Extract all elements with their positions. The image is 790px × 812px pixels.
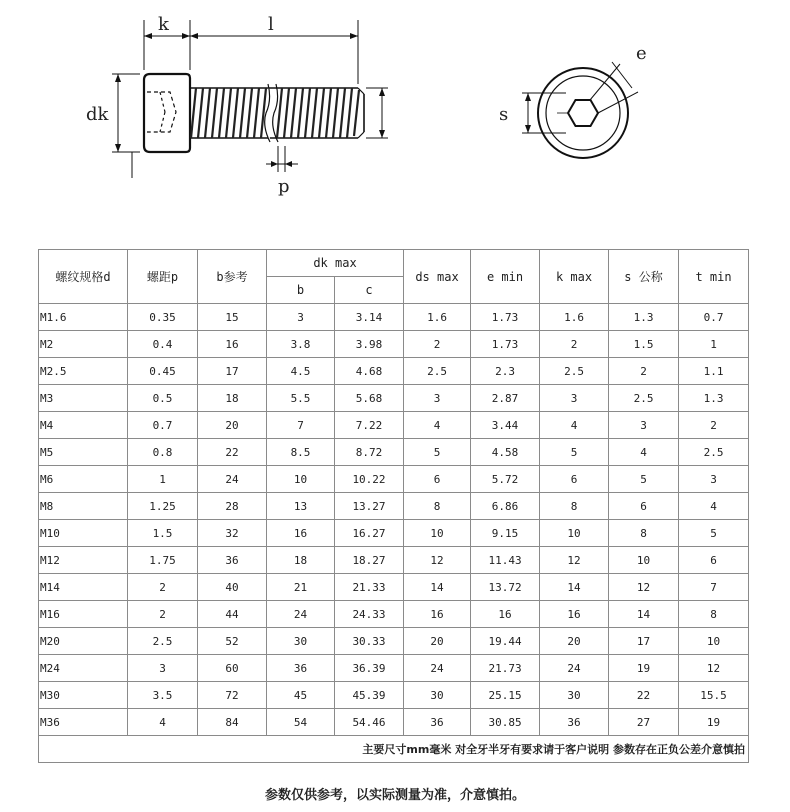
cell-pitch: 2.5 <box>128 628 198 655</box>
cell-dk-c: 24.33 <box>335 601 404 628</box>
cell-size: M12 <box>39 547 128 574</box>
cell-size: M16 <box>39 601 128 628</box>
cell-s-nominal: 12 <box>609 574 679 601</box>
cell-t-min: 2 <box>679 412 749 439</box>
cell-b-ref: 24 <box>198 466 267 493</box>
cell-pitch: 0.8 <box>128 439 198 466</box>
cell-dk-b: 8.5 <box>267 439 335 466</box>
header-size: 螺纹规格d <box>39 250 128 304</box>
cell-e-min: 19.44 <box>471 628 540 655</box>
cell-t-min: 6 <box>679 547 749 574</box>
cell-t-min: 4 <box>679 493 749 520</box>
cell-dk-c: 5.68 <box>335 385 404 412</box>
cell-s-nominal: 8 <box>609 520 679 547</box>
header-row-top <box>39 250 749 277</box>
cell-dk-b: 7 <box>267 412 335 439</box>
cell-dk-c: 18.27 <box>335 547 404 574</box>
table-row <box>39 709 749 736</box>
table-row <box>39 385 749 412</box>
cell-size: M14 <box>39 574 128 601</box>
cell-s-nominal: 17 <box>609 628 679 655</box>
cell-dk-c: 21.33 <box>335 574 404 601</box>
table-row <box>39 601 749 628</box>
cell-b-ref: 22 <box>198 439 267 466</box>
cell-ds-max: 1.6 <box>404 304 471 331</box>
cell-e-min: 1.73 <box>471 331 540 358</box>
cell-t-min: 15.5 <box>679 682 749 709</box>
cell-e-min: 30.85 <box>471 709 540 736</box>
cell-t-min: 10 <box>679 628 749 655</box>
e-label: e <box>636 43 647 64</box>
cell-k-max: 5 <box>540 439 609 466</box>
cell-dk-c: 7.22 <box>335 412 404 439</box>
table-header <box>39 250 749 304</box>
screw-drawing <box>0 0 790 230</box>
cell-e-min: 5.72 <box>471 466 540 493</box>
cell-pitch: 1.5 <box>128 520 198 547</box>
header-t-min: t min <box>679 250 749 304</box>
table-footnote: 主要尺寸mm毫米 对全牙半牙有要求请于客户说明 参数存在正负公差介意慎拍 <box>39 736 749 763</box>
header-dk-b: b <box>267 277 335 304</box>
cell-dk-b: 45 <box>267 682 335 709</box>
cell-t-min: 19 <box>679 709 749 736</box>
cell-size: M2 <box>39 331 128 358</box>
table-row <box>39 466 749 493</box>
cell-k-max: 16 <box>540 601 609 628</box>
cell-dk-b: 4.5 <box>267 358 335 385</box>
cell-dk-b: 10 <box>267 466 335 493</box>
table-row <box>39 682 749 709</box>
cell-e-min: 16 <box>471 601 540 628</box>
cell-e-min: 2.87 <box>471 385 540 412</box>
cell-dk-b: 30 <box>267 628 335 655</box>
cell-dk-c: 8.72 <box>335 439 404 466</box>
cell-pitch: 0.45 <box>128 358 198 385</box>
cell-dk-c: 16.27 <box>335 520 404 547</box>
cell-pitch: 0.7 <box>128 412 198 439</box>
s-label: s <box>499 104 509 125</box>
cell-dk-b: 3 <box>267 304 335 331</box>
cell-size: M4 <box>39 412 128 439</box>
dk-label: dk <box>86 104 109 125</box>
cell-size: M3 <box>39 385 128 412</box>
cell-e-min: 4.58 <box>471 439 540 466</box>
cell-b-ref: 15 <box>198 304 267 331</box>
header-dk-max: dk max <box>267 250 404 277</box>
cell-s-nominal: 19 <box>609 655 679 682</box>
cell-dk-b: 3.8 <box>267 331 335 358</box>
cell-k-max: 36 <box>540 709 609 736</box>
table-row <box>39 493 749 520</box>
cell-k-max: 10 <box>540 520 609 547</box>
cell-dk-b: 18 <box>267 547 335 574</box>
cell-b-ref: 72 <box>198 682 267 709</box>
cell-t-min: 5 <box>679 520 749 547</box>
screw-drawing-svg <box>0 0 790 230</box>
header-pitch: 螺距p <box>128 250 198 304</box>
cell-ds-max: 5 <box>404 439 471 466</box>
cell-b-ref: 28 <box>198 493 267 520</box>
cell-dk-c: 3.98 <box>335 331 404 358</box>
cell-t-min: 1 <box>679 331 749 358</box>
cell-dk-b: 13 <box>267 493 335 520</box>
cell-e-min: 1.73 <box>471 304 540 331</box>
cell-dk-b: 21 <box>267 574 335 601</box>
p-label: p <box>278 176 290 197</box>
cell-pitch: 0.35 <box>128 304 198 331</box>
cell-b-ref: 32 <box>198 520 267 547</box>
cell-e-min: 25.15 <box>471 682 540 709</box>
cell-s-nominal: 27 <box>609 709 679 736</box>
cell-s-nominal: 2.5 <box>609 385 679 412</box>
table-row <box>39 520 749 547</box>
cell-size: M30 <box>39 682 128 709</box>
footnote-row <box>39 736 749 763</box>
cell-pitch: 2 <box>128 601 198 628</box>
cell-dk-b: 5.5 <box>267 385 335 412</box>
cell-s-nominal: 22 <box>609 682 679 709</box>
cell-t-min: 1.1 <box>679 358 749 385</box>
cell-s-nominal: 5 <box>609 466 679 493</box>
cell-b-ref: 16 <box>198 331 267 358</box>
cell-dk-b: 36 <box>267 655 335 682</box>
cell-dk-c: 13.27 <box>335 493 404 520</box>
cell-b-ref: 44 <box>198 601 267 628</box>
cell-s-nominal: 14 <box>609 601 679 628</box>
cell-k-max: 2 <box>540 331 609 358</box>
cell-size: M36 <box>39 709 128 736</box>
cell-ds-max: 12 <box>404 547 471 574</box>
table-row <box>39 358 749 385</box>
header-s-nominal: s 公称 <box>609 250 679 304</box>
cell-ds-max: 6 <box>404 466 471 493</box>
cell-s-nominal: 3 <box>609 412 679 439</box>
cell-ds-max: 3 <box>404 385 471 412</box>
cell-e-min: 11.43 <box>471 547 540 574</box>
cell-e-min: 21.73 <box>471 655 540 682</box>
cell-t-min: 8 <box>679 601 749 628</box>
cell-b-ref: 60 <box>198 655 267 682</box>
header-e-min: e min <box>471 250 540 304</box>
cell-k-max: 1.6 <box>540 304 609 331</box>
cell-b-ref: 18 <box>198 385 267 412</box>
cell-t-min: 7 <box>679 574 749 601</box>
cell-pitch: 1.75 <box>128 547 198 574</box>
cell-k-max: 20 <box>540 628 609 655</box>
cell-s-nominal: 1.3 <box>609 304 679 331</box>
cell-k-max: 8 <box>540 493 609 520</box>
cell-dk-c: 10.22 <box>335 466 404 493</box>
cell-ds-max: 20 <box>404 628 471 655</box>
cell-size: M6 <box>39 466 128 493</box>
cell-dk-b: 54 <box>267 709 335 736</box>
table-row <box>39 547 749 574</box>
cell-size: M1.6 <box>39 304 128 331</box>
cell-size: M20 <box>39 628 128 655</box>
cell-t-min: 2.5 <box>679 439 749 466</box>
cell-k-max: 30 <box>540 682 609 709</box>
cell-k-max: 14 <box>540 574 609 601</box>
cell-dk-c: 45.39 <box>335 682 404 709</box>
cell-k-max: 24 <box>540 655 609 682</box>
k-label: k <box>158 14 169 35</box>
cell-size: M24 <box>39 655 128 682</box>
table-row <box>39 304 749 331</box>
cell-dk-c: 4.68 <box>335 358 404 385</box>
cell-k-max: 2.5 <box>540 358 609 385</box>
cell-b-ref: 52 <box>198 628 267 655</box>
cell-e-min: 6.86 <box>471 493 540 520</box>
spec-table <box>38 249 749 763</box>
cell-ds-max: 8 <box>404 493 471 520</box>
cell-pitch: 2 <box>128 574 198 601</box>
cell-dk-b: 24 <box>267 601 335 628</box>
table-row <box>39 655 749 682</box>
header-k-max: k max <box>540 250 609 304</box>
cell-size: M2.5 <box>39 358 128 385</box>
cell-ds-max: 30 <box>404 682 471 709</box>
cell-dk-b: 16 <box>267 520 335 547</box>
table-row <box>39 439 749 466</box>
cell-s-nominal: 6 <box>609 493 679 520</box>
cell-dk-c: 3.14 <box>335 304 404 331</box>
cell-t-min: 12 <box>679 655 749 682</box>
cell-t-min: 3 <box>679 466 749 493</box>
cell-pitch: 1 <box>128 466 198 493</box>
cell-s-nominal: 10 <box>609 547 679 574</box>
cell-dk-c: 54.46 <box>335 709 404 736</box>
cell-e-min: 13.72 <box>471 574 540 601</box>
cell-k-max: 3 <box>540 385 609 412</box>
cell-s-nominal: 4 <box>609 439 679 466</box>
cell-e-min: 3.44 <box>471 412 540 439</box>
header-b-ref: b参考 <box>198 250 267 304</box>
cell-ds-max: 4 <box>404 412 471 439</box>
cell-pitch: 1.25 <box>128 493 198 520</box>
table-row <box>39 628 749 655</box>
cell-b-ref: 36 <box>198 547 267 574</box>
table-footer <box>39 736 749 763</box>
cell-t-min: 0.7 <box>679 304 749 331</box>
cell-ds-max: 2 <box>404 331 471 358</box>
cell-pitch: 3 <box>128 655 198 682</box>
cell-s-nominal: 2 <box>609 358 679 385</box>
cell-ds-max: 36 <box>404 709 471 736</box>
cell-ds-max: 10 <box>404 520 471 547</box>
cell-k-max: 4 <box>540 412 609 439</box>
table-row <box>39 331 749 358</box>
cell-s-nominal: 1.5 <box>609 331 679 358</box>
cell-ds-max: 16 <box>404 601 471 628</box>
cell-t-min: 1.3 <box>679 385 749 412</box>
cell-ds-max: 2.5 <box>404 358 471 385</box>
cell-size: M5 <box>39 439 128 466</box>
cell-pitch: 4 <box>128 709 198 736</box>
table-body <box>39 304 749 736</box>
table-row <box>39 412 749 439</box>
cell-size: M10 <box>39 520 128 547</box>
cell-dk-c: 30.33 <box>335 628 404 655</box>
cell-ds-max: 24 <box>404 655 471 682</box>
cell-b-ref: 20 <box>198 412 267 439</box>
cell-e-min: 2.3 <box>471 358 540 385</box>
cell-dk-c: 36.39 <box>335 655 404 682</box>
cell-pitch: 0.4 <box>128 331 198 358</box>
cell-pitch: 0.5 <box>128 385 198 412</box>
bottom-note: 参数仅供参考，以实际测量为准，介意慎拍。 <box>264 788 525 803</box>
table-row <box>39 574 749 601</box>
header-ds-max: ds max <box>404 250 471 304</box>
cell-b-ref: 84 <box>198 709 267 736</box>
cell-pitch: 3.5 <box>128 682 198 709</box>
cell-size: M8 <box>39 493 128 520</box>
l-label: l <box>268 14 274 35</box>
cell-e-min: 9.15 <box>471 520 540 547</box>
cell-k-max: 12 <box>540 547 609 574</box>
cell-k-max: 6 <box>540 466 609 493</box>
cell-b-ref: 17 <box>198 358 267 385</box>
cell-b-ref: 40 <box>198 574 267 601</box>
cell-ds-max: 14 <box>404 574 471 601</box>
header-dk-c: c <box>335 277 404 304</box>
